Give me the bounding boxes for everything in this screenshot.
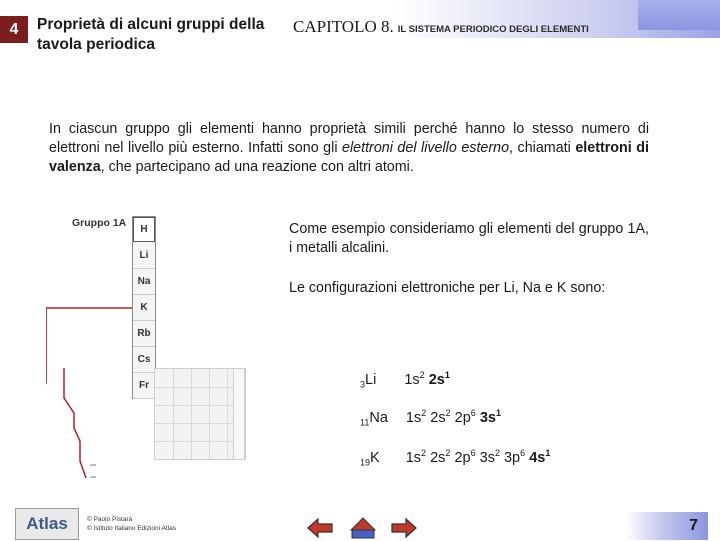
chapter-label-main: CAPITOLO 8. — [293, 17, 394, 36]
intro-italic: elettroni del livello esterno — [342, 140, 510, 156]
intro-text-3: , che partecipano ad una reazione con altri atomi. — [100, 159, 414, 175]
config-k: $_{19}$K $1s^2$ $2s^2$ $2p^6$ $3s^2$ $3p^6$ $4s^1$ — [360, 448, 551, 468]
copyright-line-2: © Istituto Italiano Edizioni Atlas — [87, 525, 176, 532]
element-cell: K — [133, 295, 155, 321]
element-symbol: K — [370, 449, 380, 466]
atomic-number: 11 — [360, 417, 370, 428]
back-button[interactable] — [305, 515, 335, 541]
example-paragraph: Come esempio consideriamo gli elementi del gruppo 1A, i metalli alcalini. — [289, 221, 649, 256]
back-arrow-icon — [306, 517, 334, 539]
intro-text-1: In ciascun gruppo gli elementi hanno proprietà simili perché hanno lo stesso numero di elettroni nel livello più esterno. Infatti sono gli — [49, 121, 649, 156]
copyright-line-1: © Paolo Pistarà — [87, 516, 133, 523]
group-label: Gruppo 1A — [72, 217, 127, 229]
table-outline-red — [46, 213, 251, 493]
home-icon — [349, 516, 377, 540]
forward-button[interactable] — [389, 515, 419, 541]
element-cell: Li — [133, 243, 155, 269]
config-li: $_3$Li $1s^2$ $2s^1$ — [360, 370, 450, 390]
slide-title: Proprietà di alcuni gruppi della tavola periodica — [37, 16, 265, 53]
element-cell: H — [133, 217, 155, 242]
periodic-table-figure — [46, 213, 251, 493]
atomic-number: 19 — [360, 457, 371, 468]
element-cell: Na — [133, 269, 155, 295]
chapter-number-badge: 4 — [0, 16, 28, 43]
intro-bold: elettroni di valenza — [49, 140, 649, 175]
element-cell: Rb — [133, 321, 155, 347]
atomic-number: 3 — [360, 379, 366, 390]
configurations-intro: Le configurazioni elettroniche per Li, Na e K sono: — [289, 280, 606, 296]
element-symbol: Na — [369, 409, 388, 426]
atlas-logo: Atlas — [15, 508, 79, 540]
chapter-label — [293, 17, 589, 37]
valence-orbital: 2s — [428, 371, 445, 388]
element-symbol: Li — [365, 371, 377, 388]
element-cell: Cs — [133, 347, 155, 373]
page-number: 7 — [626, 512, 708, 540]
orbital: 1s — [404, 371, 420, 388]
copyright — [87, 515, 176, 533]
element-cell: Fr — [133, 373, 155, 399]
chapter-label-subtitle: IL SISTEMA PERIODICO DEGLI ELEMENTI — [397, 24, 589, 35]
header-corner-decoration — [638, 0, 720, 30]
intro-text-2: , chiamati — [509, 140, 576, 156]
config-na: $_{11}$Na $1s^2$ $2s^2$ $2p^6$ $3s^1$ — [360, 408, 501, 428]
home-button[interactable] — [348, 515, 378, 541]
intro-paragraph — [49, 120, 649, 177]
forward-arrow-icon — [390, 517, 418, 539]
